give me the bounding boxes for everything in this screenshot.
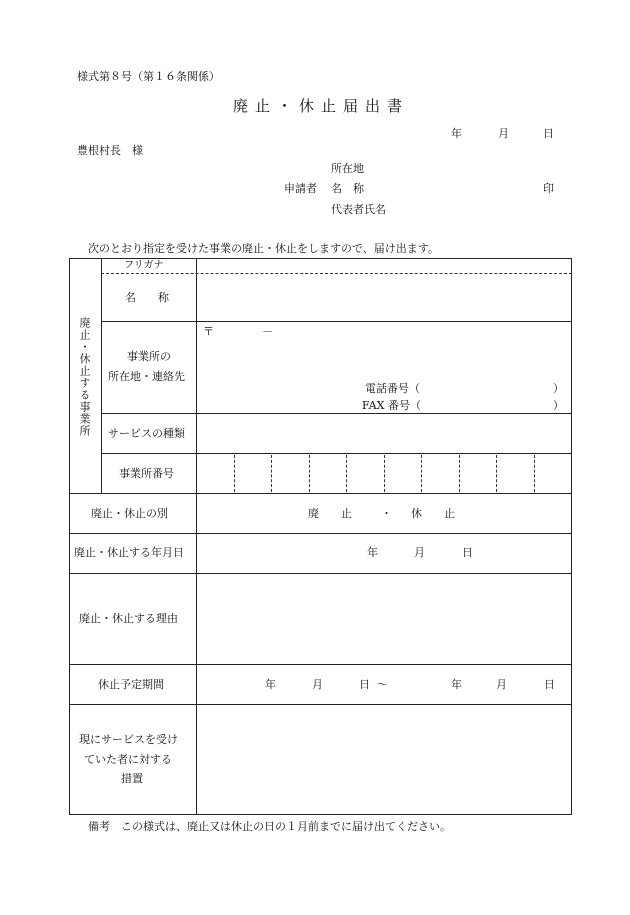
form-number: 様式第８号（第１６条関係）: [77, 70, 220, 83]
furigana-label: フリガナ: [124, 260, 164, 271]
period-end-month: 月: [496, 678, 507, 691]
service-type-field[interactable]: [197, 414, 571, 452]
date-field[interactable]: [197, 534, 571, 572]
date-day-label: 日: [543, 127, 554, 140]
location-label-line1: 事業所の: [127, 350, 171, 363]
phone-label: 電話番号（: [365, 382, 420, 395]
phone-close-paren: ）: [553, 382, 564, 395]
type-label: 廃止・休止の別: [91, 507, 168, 520]
period-end-day: 日: [544, 678, 555, 691]
date-month-label: 月: [498, 127, 509, 140]
name-field[interactable]: [197, 275, 571, 320]
name-label: 名 称: [125, 291, 169, 304]
type-option-suspend[interactable]: 休 止: [411, 507, 455, 520]
type-option-abolish[interactable]: 廃 止: [308, 507, 352, 520]
period-end-year: 年: [451, 678, 462, 691]
fax-label: FAX 番号（: [362, 399, 421, 412]
period-start-month: 月: [312, 678, 323, 691]
reason-field[interactable]: [197, 574, 571, 663]
period-start-day: 日: [359, 678, 370, 691]
applicant-address-label: 所在地: [331, 162, 364, 175]
office-number-field[interactable]: [197, 454, 571, 492]
postal-dash: －: [262, 325, 273, 338]
period-tilde: 〜: [377, 678, 388, 691]
location-label-line2: 所在地・連絡先: [108, 370, 185, 383]
type-separator: ・: [381, 507, 392, 520]
date-year: 年: [367, 546, 378, 559]
office-number-label: 事業所番号: [119, 467, 174, 480]
measures-field[interactable]: [197, 705, 571, 813]
service-type-label: サービスの種類: [108, 427, 185, 440]
date-year-label: 年: [451, 127, 462, 140]
period-start-year: 年: [265, 678, 276, 691]
applicant-rep-label: 代表者氏名: [331, 203, 386, 216]
addressee: 豊根村長 様: [77, 144, 143, 157]
phone-field[interactable]: [425, 382, 550, 396]
date-month: 月: [414, 546, 425, 559]
date-label: 廃止・休止する年月日: [74, 546, 184, 559]
fax-field[interactable]: [425, 398, 550, 412]
applicant-label: 申請者: [284, 182, 317, 195]
reason-label: 廃止・休止する理由: [79, 612, 178, 625]
measures-label-line3: 措置: [121, 772, 143, 785]
seal-mark: 印: [543, 182, 554, 195]
applicant-name-label: 名 称: [331, 182, 364, 195]
footnote: 備考 この様式は、廃止又は休止の日の１月前までに届け出てください。: [88, 820, 451, 833]
measures-label-line2: ていた者に対する: [84, 753, 172, 766]
page-title: 廃止・休止届出書: [233, 97, 410, 115]
measures-label-line1: 現にサービスを受け: [79, 733, 178, 746]
postal-mark: 〒: [203, 325, 214, 338]
fax-close-paren: ）: [553, 399, 564, 412]
date-day: 日: [462, 546, 473, 559]
period-label: 休止予定期間: [98, 678, 164, 691]
location-field[interactable]: [197, 322, 571, 382]
intro-text: 次のとおり指定を受けた事業の廃止・休止をしますので、届け出ます。: [88, 242, 439, 255]
section-label: 廃止・休止する事業所: [78, 317, 91, 437]
